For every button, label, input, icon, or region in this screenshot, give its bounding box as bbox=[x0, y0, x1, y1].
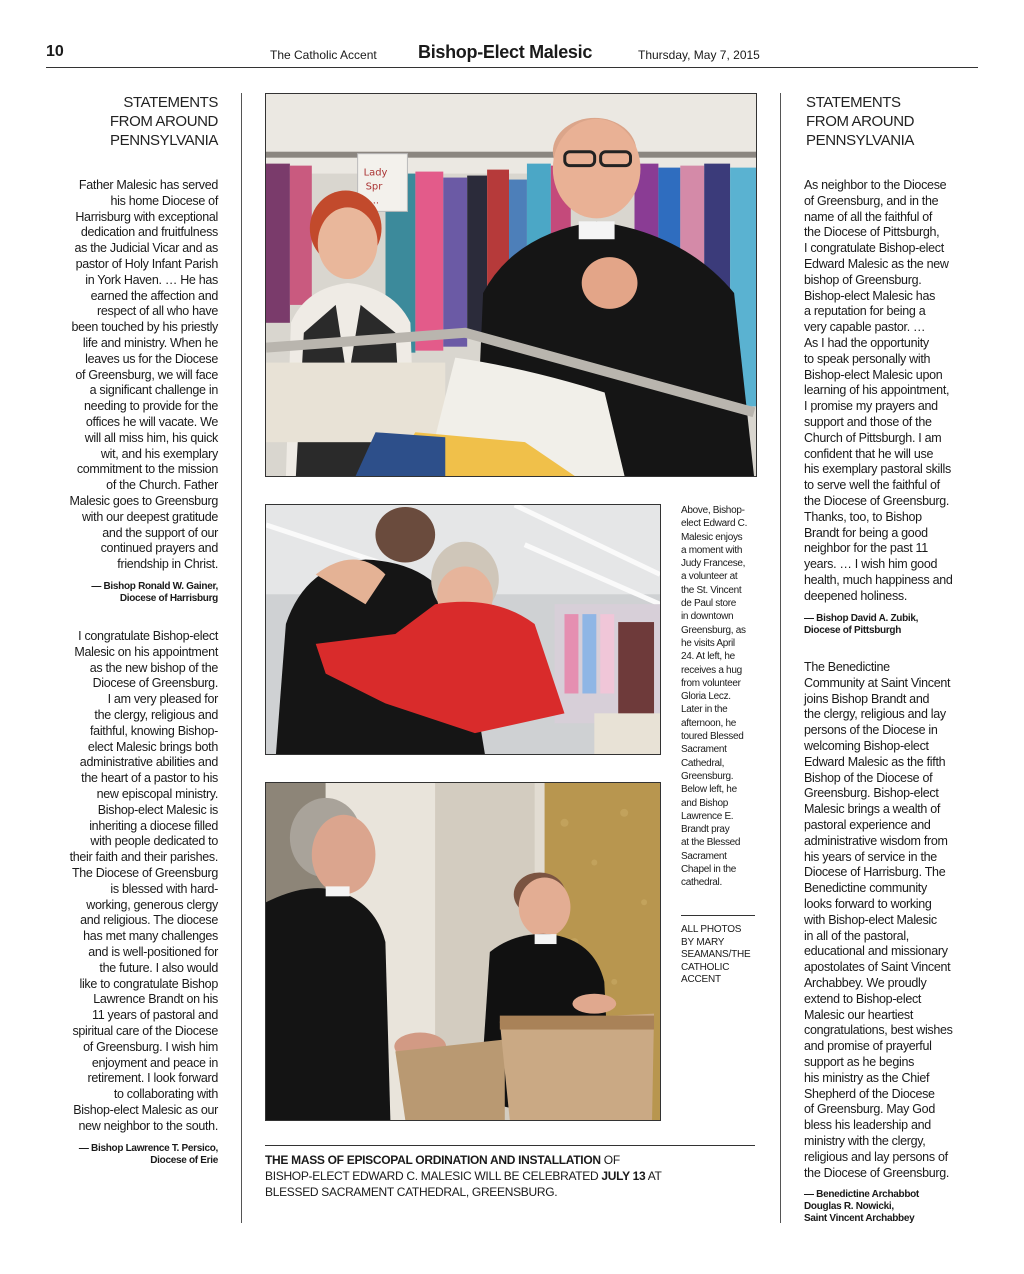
right-column-heading bbox=[806, 93, 976, 150]
caption-line: and Bishop bbox=[681, 797, 729, 809]
statement-line: to serve well the faithful of bbox=[804, 478, 940, 493]
statement-line: the clergy, religious and lay bbox=[804, 707, 946, 722]
photo-credit bbox=[681, 924, 757, 987]
statement-line: new episcopal ministry. bbox=[96, 786, 218, 801]
statement-line: congratulations, best wishes bbox=[804, 1023, 953, 1038]
statement-line: a reputation for being a bbox=[804, 304, 926, 319]
caption-line: Brandt pray bbox=[681, 824, 730, 836]
credit-line: BY MARY bbox=[681, 936, 725, 948]
statement-line: As I had the opportunity bbox=[804, 335, 929, 350]
caption-line: de Paul store bbox=[681, 598, 737, 610]
statement-line: Bishop-elect Malesic is bbox=[97, 802, 218, 817]
photo-chapel-prayer bbox=[265, 782, 661, 1121]
statement-line: Thanks, too, to Bishop bbox=[804, 509, 922, 524]
statement-line: earned the affection and bbox=[90, 288, 218, 303]
statement-line: looks forward to working bbox=[804, 896, 932, 911]
statement-line: and promise of prayerful bbox=[804, 1039, 932, 1054]
attribution-line: — Bishop Ronald W. Gainer, bbox=[91, 580, 218, 592]
statement-line: Bishop-elect Malesic as our bbox=[73, 1102, 218, 1117]
publication-name: The Catholic Accent bbox=[270, 48, 377, 62]
statement-line: administrative wisdom from bbox=[804, 833, 948, 848]
statement-line: deepened holiness. bbox=[804, 588, 908, 603]
photo-store-smile bbox=[265, 93, 757, 477]
left-column-rule bbox=[241, 93, 242, 1223]
caption-line: Below left, he bbox=[681, 784, 737, 796]
section-title: Bishop-Elect Malesic bbox=[418, 42, 593, 62]
statement-line: with Bishop-elect Malesic bbox=[804, 912, 937, 927]
statement-line: bless his leadership and bbox=[804, 1118, 931, 1133]
announcement-text: AT bbox=[645, 1169, 662, 1183]
statement-line: in York Haven. … He has bbox=[85, 272, 218, 287]
statement-line: Father Malesic has served bbox=[78, 178, 218, 192]
statement-line: needing to provide for the bbox=[84, 399, 218, 414]
credit-line: CATHOLIC bbox=[681, 961, 730, 973]
credit-line: ACCENT bbox=[681, 974, 721, 985]
statement-line: administrative abilities and bbox=[79, 755, 218, 770]
statement-line: Malesic our heartiest bbox=[804, 1007, 914, 1022]
statement-line: The Benedictine bbox=[804, 660, 890, 674]
statement-line: of Greensburg, we will face bbox=[75, 367, 218, 382]
statement-line: apostolates of Saint Vincent bbox=[804, 960, 951, 975]
page-number: 10 bbox=[46, 43, 64, 60]
statement-line: educational and missionary bbox=[804, 944, 948, 959]
statement-line: Benedictine community bbox=[804, 881, 927, 896]
issue-date: Thursday, May 7, 2015 bbox=[638, 48, 760, 62]
attribution-line: Diocese of Erie bbox=[150, 1154, 218, 1166]
statement-line: life and ministry. When he bbox=[82, 335, 218, 350]
statement-line: with our deepest gratitude bbox=[81, 509, 218, 524]
statement-line: has met many challenges bbox=[83, 929, 218, 944]
statement-line: of Greensburg. I wish him bbox=[83, 1039, 218, 1054]
statement-gainer bbox=[60, 178, 218, 605]
statement-line: as the Judicial Vicar and as bbox=[74, 241, 218, 256]
statement-line: joins Bishop Brandt and bbox=[804, 691, 930, 706]
statement-line: Lawrence Brandt on his bbox=[93, 992, 218, 1007]
statement-line: health, much happiness and bbox=[804, 572, 953, 587]
statement-line: I am very pleased for bbox=[107, 692, 218, 707]
announcement-text: OF bbox=[600, 1153, 620, 1167]
statement-line: been touched by his priestly bbox=[71, 320, 218, 335]
statement-line: the clergy, religious and bbox=[94, 707, 218, 722]
caption-line: cathedral. bbox=[681, 877, 722, 889]
credit-line: SEAMANS/THE bbox=[681, 949, 751, 960]
statement-line: Bishop-elect Malesic upon bbox=[804, 367, 943, 382]
announcement-divider bbox=[265, 1145, 755, 1146]
page-header bbox=[46, 40, 978, 68]
statement-line: pastoral experience and bbox=[804, 817, 931, 832]
caption-line: Lawrence E. bbox=[681, 810, 734, 822]
credit-divider bbox=[681, 915, 755, 916]
statement-line: commitment to the mission bbox=[76, 462, 218, 477]
statement-line: new neighbor to the south. bbox=[78, 1118, 218, 1133]
statement-line: respect of all who have bbox=[97, 304, 218, 319]
statement-persico bbox=[60, 629, 218, 1167]
attribution-line: Saint Vincent Archabbey bbox=[804, 1213, 915, 1225]
statement-line: his home Diocese of bbox=[110, 193, 218, 208]
statement-line: persons of the Diocese in bbox=[804, 723, 938, 738]
credit-line: ALL PHOTOS bbox=[681, 924, 742, 935]
caption-line: Chapel in the bbox=[681, 864, 737, 876]
statement-line: As neighbor to the Diocese bbox=[804, 178, 947, 192]
statement-line: Edward Malesic as the fifth bbox=[804, 754, 946, 769]
caption-line: Cathedral, bbox=[681, 757, 725, 769]
caption-line: toured Blessed bbox=[681, 731, 744, 743]
statement-line: learning of his appointment, bbox=[804, 383, 950, 398]
statement-attribution bbox=[60, 1143, 218, 1167]
statement-line: 11 years of pastoral and bbox=[92, 1008, 218, 1023]
statement-line: retirement. I look forward bbox=[87, 1071, 218, 1086]
statement-line: a significant challenge in bbox=[89, 383, 218, 398]
statement-line: friendship in Christ. bbox=[117, 557, 218, 572]
announcement-line-3: BLESSED SACRAMENT CATHEDRAL, GREENSBURG. bbox=[265, 1185, 558, 1199]
photo-caption bbox=[681, 504, 757, 890]
statement-line: I promise my prayers and bbox=[804, 399, 938, 414]
statement-line: is blessed with hard- bbox=[110, 881, 218, 896]
caption-line: a volunteer at bbox=[681, 571, 738, 583]
statement-line: very capable pastor. … bbox=[804, 320, 926, 335]
statement-line: wit, and his exemplary bbox=[100, 446, 218, 461]
heading-line: PENNSYLVANIA bbox=[806, 132, 915, 149]
left-column-heading bbox=[60, 93, 218, 150]
statement-line: his years of service in the bbox=[804, 849, 937, 864]
attribution-line: — Bishop David A. Zubik, bbox=[804, 612, 919, 624]
caption-line: afternoon, he bbox=[681, 717, 737, 729]
heading-line: STATEMENTS bbox=[123, 94, 218, 111]
statement-line: will all miss him, his quick bbox=[84, 430, 218, 445]
statement-line: Bishop-elect Malesic has bbox=[804, 288, 936, 303]
statement-line: their faith and their parishes. bbox=[69, 850, 218, 865]
statement-line: of Greensburg. May God bbox=[804, 1102, 935, 1117]
statement-line: the future. I also would bbox=[99, 960, 218, 975]
store-sign-text: Lady bbox=[363, 167, 388, 179]
announcement bbox=[265, 1152, 765, 1200]
announcement-text: BISHOP-ELECT EDWARD C. MALESIC WILL BE CELEBRATED bbox=[265, 1169, 602, 1183]
caption-line: a moment with bbox=[681, 544, 743, 556]
attribution-line: — Benedictine Archabbot bbox=[804, 1189, 919, 1201]
statement-line: with people dedicated to bbox=[90, 834, 218, 849]
statement-line: working, generous clergy bbox=[86, 897, 218, 912]
caption-line: Judy Francese, bbox=[681, 558, 746, 570]
announcement-bold: THE MASS OF EPISCOPAL ORDINATION AND INSTALLATION bbox=[265, 1153, 601, 1167]
statement-line: support and those of the bbox=[804, 414, 932, 429]
statement-line: elect Malesic brings both bbox=[87, 739, 218, 754]
right-column-rule bbox=[780, 93, 781, 1223]
statement-line: confident that he will use bbox=[804, 446, 934, 461]
statement-line: extend to Bishop-elect bbox=[804, 991, 922, 1006]
statement-line: neighbor for the past 11 bbox=[804, 541, 928, 556]
statement-attribution bbox=[804, 613, 976, 637]
statement-line: the Diocese of Greensburg. bbox=[804, 1165, 950, 1180]
statement-nowicki bbox=[804, 660, 976, 1225]
statement-line: Diocese of Greensburg. bbox=[92, 676, 218, 691]
caption-line: Greensburg, as bbox=[681, 624, 746, 636]
heading-line: PENNSYLVANIA bbox=[109, 132, 218, 149]
statement-line: The Diocese of Greensburg bbox=[71, 865, 218, 880]
attribution-line: Douglas R. Nowicki, bbox=[804, 1201, 894, 1213]
caption-line: receives a hug bbox=[681, 664, 742, 676]
statement-line: Malesic on his appointment bbox=[74, 644, 218, 659]
statement-line: I congratulate Bishop-elect bbox=[78, 629, 218, 643]
caption-line: Malesic enjoys bbox=[681, 531, 743, 543]
statement-line: Malesic goes to Greensburg bbox=[69, 493, 218, 508]
announcement-line-1 bbox=[265, 1152, 765, 1168]
statement-line: Community at Saint Vincent bbox=[804, 675, 951, 690]
caption-line: Later in the bbox=[681, 704, 728, 716]
caption-line: the St. Vincent bbox=[681, 584, 742, 596]
announcement-line-2 bbox=[265, 1168, 765, 1184]
caption-line: elect Edward C. bbox=[681, 518, 748, 530]
statement-line: like to congratulate Bishop bbox=[79, 976, 218, 991]
statement-line: continued prayers and bbox=[100, 541, 218, 556]
statement-line: Edward Malesic as the new bbox=[804, 256, 949, 271]
caption-line: he visits April bbox=[681, 637, 735, 649]
statement-line: and the support of our bbox=[102, 525, 218, 540]
attribution-line: — Bishop Lawrence T. Persico, bbox=[78, 1142, 218, 1154]
statement-line: Archabbey. We proudly bbox=[804, 975, 927, 990]
caption-line: at the Blessed bbox=[681, 837, 741, 849]
statement-line: as the new bishop of the bbox=[89, 660, 218, 675]
store-sign-text: Spr bbox=[365, 181, 383, 193]
statement-line: to collaborating with bbox=[113, 1087, 218, 1102]
statement-line: support as he begins bbox=[804, 1054, 915, 1069]
announcement-date: JULY 13 bbox=[601, 1169, 646, 1183]
caption-line: Above, Bishop- bbox=[681, 505, 745, 516]
caption-line: from volunteer bbox=[681, 677, 741, 689]
statement-line: Bishop of the Diocese of bbox=[804, 770, 933, 785]
statement-line: welcoming Bishop-elect bbox=[804, 738, 929, 753]
statement-line: in all of the pastoral, bbox=[804, 928, 909, 943]
statement-line: to speak personally with bbox=[804, 351, 931, 366]
statement-line: inheriting a diocese filled bbox=[89, 818, 218, 833]
statement-line: leaves us for the Diocese bbox=[85, 351, 218, 366]
caption-line: Greensburg. bbox=[681, 770, 734, 782]
statement-line: Brandt for being a good bbox=[804, 525, 928, 540]
statement-line: name of all the faithful of bbox=[804, 209, 933, 224]
statement-line: offices he will vacate. We bbox=[85, 414, 218, 429]
attribution-line: Diocese of Pittsburgh bbox=[804, 624, 902, 636]
statement-line: and is well-positioned for bbox=[88, 944, 218, 959]
statement-line: spiritual care of the Diocese bbox=[72, 1023, 218, 1038]
statement-line: pastor of Holy Infant Parish bbox=[75, 256, 218, 271]
statement-line: his ministry as the Chief bbox=[804, 1070, 930, 1085]
statement-line: Diocese of Harrisburg. The bbox=[804, 865, 946, 880]
statement-line: of Greensburg, and in the bbox=[804, 193, 939, 208]
statement-line: Shepherd of the Diocese bbox=[804, 1086, 935, 1101]
statement-line: his exemplary pastoral skills bbox=[804, 462, 951, 477]
statement-line: and religious. The diocese bbox=[80, 913, 218, 928]
heading-line: STATEMENTS bbox=[806, 94, 901, 111]
statement-line: I congratulate Bishop-elect bbox=[804, 241, 944, 256]
statement-line: religious and lay persons of bbox=[804, 1149, 948, 1164]
statement-line: Church of Pittsburgh. I am bbox=[804, 430, 942, 445]
statement-line: years. … I wish him good bbox=[804, 557, 938, 572]
statement-line: ministry with the clergy, bbox=[804, 1133, 926, 1148]
caption-line: Gloria Lecz. bbox=[681, 691, 731, 703]
caption-line: 24. At left, he bbox=[681, 651, 735, 663]
statement-line: Harrisburg with exceptional bbox=[75, 209, 218, 224]
statement-line: Malesic brings a wealth of bbox=[804, 802, 941, 817]
statement-line: of the Church. Father bbox=[106, 478, 218, 493]
caption-line: in downtown bbox=[681, 611, 734, 623]
caption-line: Sacrament bbox=[681, 744, 727, 756]
statement-attribution bbox=[804, 1189, 976, 1225]
photo-hug bbox=[265, 504, 661, 755]
attribution-line: Diocese of Harrisburg bbox=[119, 592, 218, 604]
statement-line: bishop of Greensburg. bbox=[804, 272, 922, 287]
store-sign-text: ... bbox=[369, 195, 380, 207]
statement-line: the Diocese of Pittsburgh, bbox=[804, 225, 940, 240]
statement-line: the heart of a pastor to his bbox=[81, 771, 218, 786]
statement-line: enjoyment and peace in bbox=[91, 1055, 218, 1070]
statement-line: Greensburg. Bishop-elect bbox=[804, 786, 939, 801]
caption-line: Sacrament bbox=[681, 850, 727, 862]
statement-line: dedication and fruitfulness bbox=[80, 225, 218, 240]
statement-line: faithful, knowing Bishop- bbox=[90, 723, 218, 738]
heading-line: FROM AROUND bbox=[806, 113, 915, 130]
statement-attribution bbox=[60, 581, 218, 605]
statement-zubik bbox=[804, 178, 976, 637]
heading-line: FROM AROUND bbox=[109, 113, 218, 130]
statement-line: the Diocese of Greensburg. bbox=[804, 493, 950, 508]
